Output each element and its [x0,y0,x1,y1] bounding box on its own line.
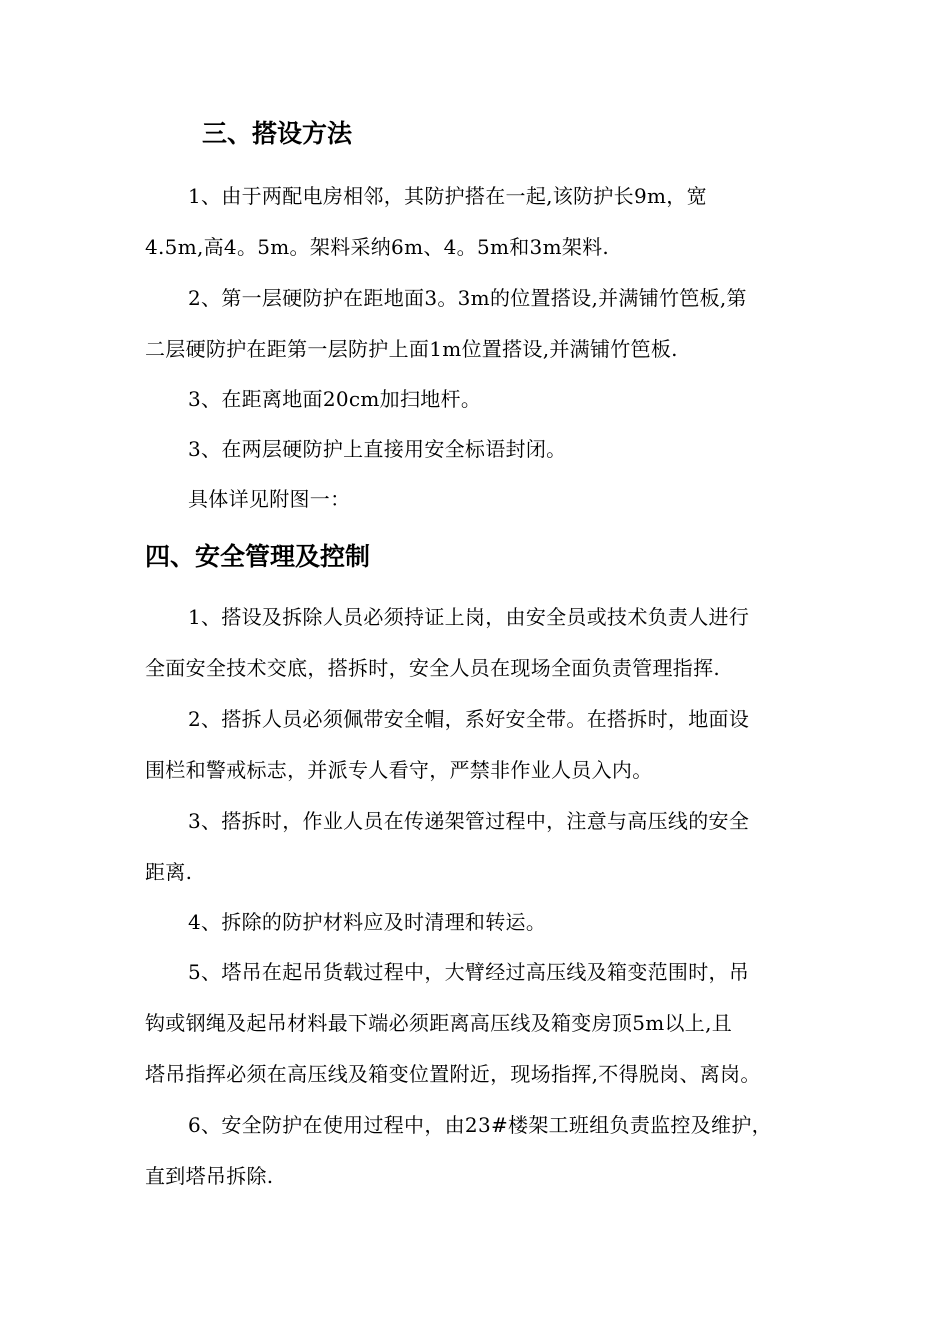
section-3-line-3: 2、第一层硬防护在距地面3。3m的位置搭设,并满铺竹笆板,第 [188,286,747,310]
section-4-line-7: 4、拆除的防护材料应及时清理和转运。 [188,910,547,934]
section-4-heading: 四、安全管理及控制 [145,542,371,571]
section-3-line-4: 二层硬防护在距第一层防护上面1m位置搭设,并满铺竹笆板. [145,337,678,361]
section-3-heading: 三、搭设方法 [202,119,353,148]
section-4-line-5: 3、搭拆时，作业人员在传递架管过程中，注意与高压线的安全 [188,809,750,833]
section-4-line-12: 直到塔吊拆除. [145,1164,274,1188]
section-4-line-2: 全面安全技术交底，搭拆时，安全人员在现场全面负责管理指挥. [145,656,721,680]
section-4-line-1: 1、搭设及拆除人员必须持证上岗，由安全员或技术负责人进行 [188,605,750,629]
section-4-line-10: 塔吊指挥必须在高压线及箱变位置附近，现场指挥,不得脱岗、离岗。 [145,1062,761,1086]
section-4-line-4: 围栏和警戒标志，并派专人看守，严禁非作业人员入内。 [145,758,653,782]
section-3-line-2: 4.5m,高4。5m。架料采纳6m、4。5m和3m架料. [145,235,610,259]
section-3-line-6: 3、在两层硬防护上直接用安全标语封闭。 [188,437,567,461]
section-4-line-8: 5、塔吊在起吊货载过程中，大臂经过高压线及箱变范围时，吊 [188,960,750,984]
section-4-line-6: 距离. [145,860,193,884]
section-4-line-9: 钩或钢绳及起吊材料最下端必须距离高压线及箱变房顶5m以上,且 [145,1011,733,1035]
section-4-line-11: 6、安全防护在使用过程中，由23#楼架工班组负责监控及维护， [188,1113,772,1137]
section-4-line-3: 2、搭拆人员必须佩带安全帽，系好安全带。在搭拆时，地面设 [188,707,750,731]
section-3-line-7: 具体详见附图一： [188,487,351,511]
section-3-line-1: 1、由于两配电房相邻，其防护搭在一起,该防护长9m，宽 [188,184,707,208]
section-3-line-5: 3、在距离地面20cm加扫地杆。 [188,387,482,411]
